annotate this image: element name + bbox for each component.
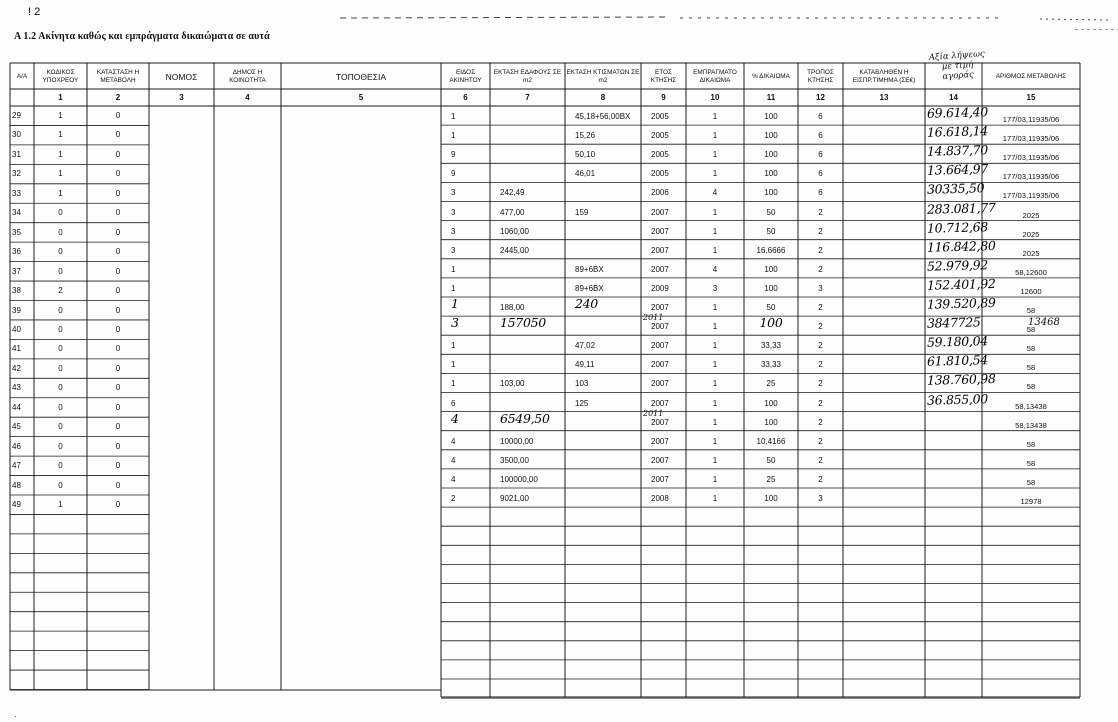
right-row-c10: 1: [712, 360, 718, 370]
right-row-c14: 36.855,00: [926, 390, 989, 408]
right-row-c6: 3: [451, 245, 456, 255]
right-header-7: ΚΑΤΑΒΛΗΘΕΝ Η ΕΙΣΠΡ.ΤΙΜΗΜΑ (ΣΕ€): [852, 69, 916, 84]
right-row-c8: 15,26: [575, 131, 596, 141]
right-row-c11: 100: [764, 417, 778, 427]
right-row-c15: 2025: [1022, 229, 1040, 239]
left-row-aa: 34: [12, 208, 21, 218]
page-mark: ! 2: [28, 6, 41, 18]
scan-dot: ·: [14, 712, 17, 721]
right-row-c10: 1: [712, 207, 718, 217]
left-header-2: ΚΑΤΑΣΤΑΣΗ Η ΜΕΤΑΒΟΛΗ: [96, 69, 140, 84]
right-row-c15: 58: [1026, 363, 1036, 373]
right-row-c7: 188,00: [500, 303, 525, 312]
right-row-c11: 10,4166: [756, 436, 786, 446]
right-row-c8: 45,18+56,00ΒΧ: [575, 112, 631, 121]
right-row-c6: 6: [451, 398, 456, 408]
right-row-c12: 2: [818, 360, 823, 370]
right-row-c7: 6549,50: [500, 410, 550, 426]
right-row-c14: 3847725: [926, 314, 981, 331]
right-row-c9: 2005: [651, 169, 669, 179]
right-row-c8: 89+6ΒΧ: [575, 283, 604, 293]
right-row-c6: 1: [451, 296, 459, 311]
left-row-aa: 40: [12, 324, 21, 334]
right-row-c9: 2007: [651, 226, 669, 236]
right-row-c11: 100: [764, 150, 778, 160]
right-row-c9: 2005: [651, 150, 669, 160]
right-row-c15: 58,13438: [1015, 420, 1047, 430]
right-row-c8: 240: [575, 296, 598, 311]
left-row-code: 1: [58, 130, 63, 140]
right-row-c12: 2: [818, 436, 823, 446]
col14-handwritten-header: Αξία λήψεως με τιμή αγοράς: [928, 49, 986, 83]
left-colnum-2: 2: [115, 93, 121, 102]
right-row-c9: 2007: [651, 417, 669, 427]
right-row-c15: 2025: [1022, 248, 1040, 258]
right-row-c12: 3: [818, 494, 823, 503]
left-row-status: 0: [115, 149, 121, 159]
right-row-c9: 2007: [651, 455, 669, 465]
right-row-c8: 103: [575, 379, 589, 389]
left-row-aa: 44: [12, 402, 21, 412]
right-row-c6: 3: [451, 226, 456, 236]
right-header-9: ΑΡΙΘΜΟΣ ΜΕΤΑΒΟΛΗΣ: [995, 73, 1067, 80]
right-row-c8: 50,10: [575, 150, 596, 160]
left-row-status: 0: [115, 130, 121, 140]
right-row-c9: 2005: [651, 112, 669, 121]
right-row-c15: 58,12600: [1015, 267, 1047, 277]
right-header-1: ΕΚΤΑΣΗ ΕΔΑΦΟΥΣ ΣΕ m2: [493, 69, 562, 84]
right-row-c14: 283.081,77: [926, 199, 996, 217]
right-row-c9: 2007: [651, 264, 669, 274]
right-row-c10: 1: [712, 226, 718, 236]
left-row-code: 0: [58, 324, 63, 334]
right-row-c12: 2: [818, 245, 823, 255]
right-row-c15: 177/03,11935/06: [1002, 115, 1060, 124]
left-row-aa: 38: [12, 286, 21, 296]
right-row-c11: 33,33: [760, 341, 782, 351]
right-row-c12: 2: [818, 207, 823, 217]
right-row-c10: 4: [712, 188, 718, 198]
right-row-c6: 4: [451, 455, 456, 465]
left-row-aa: 35: [12, 227, 21, 237]
right-row-c9: 2007: [651, 207, 669, 217]
right-row-c12: 2: [818, 226, 823, 236]
right-row-c6: 9: [451, 150, 456, 160]
right-row-c11: 50: [766, 303, 776, 312]
right-row-c8: 49,11: [575, 360, 595, 370]
right-row-c9: 2005: [651, 131, 669, 141]
left-row-status: 0: [115, 111, 121, 120]
right-header-3: ΕΤΟΣ ΚΤΗΣΗΣ: [650, 69, 677, 84]
right-row-c15: 58: [1026, 344, 1036, 354]
left-row-status: 0: [115, 227, 121, 237]
right-row-c10: 1: [712, 245, 718, 255]
left-colnum-1: 1: [58, 93, 63, 102]
right-row-c11: 100: [764, 188, 778, 198]
right-row-c7: 3500,00: [500, 455, 529, 465]
right-row-c11: 100: [764, 494, 778, 503]
right-row-c10: 1: [712, 150, 718, 160]
right-colnum-4: 10: [710, 93, 720, 102]
right-row-c12: 6: [818, 150, 823, 160]
right-row-c14: 138.760,98: [926, 371, 996, 389]
right-row-c6: 3: [451, 188, 456, 198]
right-row-c6: 1: [451, 264, 456, 274]
left-row-code: 1: [58, 111, 63, 120]
right-row-c12: 2: [818, 474, 823, 484]
left-row-code: 0: [58, 266, 63, 276]
left-row-code: 0: [58, 461, 63, 471]
right-row-c14: 139.520,89: [926, 294, 996, 312]
right-row-c9: 2007: [651, 322, 669, 332]
right-row-c11: 100: [759, 315, 783, 331]
right-row-c12: 2: [818, 303, 823, 312]
right-row-c15: 177/03,11935/06: [1002, 134, 1060, 144]
right-row-c14: 152.401,92: [926, 275, 996, 293]
right-row-c14: 16.618,14: [926, 123, 989, 140]
left-row-status: 0: [115, 422, 121, 432]
right-row-c12: 2: [818, 398, 823, 408]
right-row-c15: 12600: [1020, 286, 1042, 296]
left-row-aa: 48: [12, 480, 21, 490]
left-row-aa: 49: [12, 500, 21, 509]
left-row-code: 0: [58, 422, 63, 432]
left-row-status: 0: [115, 500, 121, 509]
right-colnum-6: 12: [816, 93, 825, 102]
left-row-status: 0: [115, 208, 121, 218]
right-row-c15: 58: [1026, 325, 1036, 335]
right-header-4: ΕΜΠΡΑΓΜΑΤΟ ΔΙΚΑΙΩΜΑ: [693, 69, 737, 84]
right-row-c7: 1060,00: [500, 226, 529, 236]
right-row-c14: 10.712,68: [926, 218, 989, 236]
right-header-0: ΕΙΔΟΣ ΑΚΙΝΗΤΟΥ: [449, 69, 482, 84]
left-row-status: 0: [115, 344, 121, 354]
left-row-aa: 39: [12, 305, 21, 315]
right-row-c15: 177/03,11935/06: [1002, 172, 1060, 182]
right-row-c7: 100000,00: [500, 474, 538, 484]
right-row-c7: 2445,00: [500, 245, 529, 255]
right-row-c15: 177/03,11935/06: [1002, 153, 1060, 163]
right-row-c11: 100: [764, 283, 778, 293]
left-row-aa: 37: [12, 266, 21, 276]
right-row-c9: 2009: [651, 283, 669, 293]
right-row-c10: 1: [712, 455, 718, 465]
right-row-c12: 2: [818, 264, 823, 274]
right-row-c7: 9021,00: [500, 494, 529, 503]
right-row-c11: 100: [764, 169, 778, 179]
right-row-c7: 242,49: [500, 188, 525, 198]
left-row-aa: 33: [12, 188, 21, 198]
right-row-c10: 1: [712, 303, 718, 312]
right-colnum-2: 8: [600, 93, 606, 102]
right-row-c14: 61.810,54: [926, 352, 989, 370]
right-row-c10: 3: [712, 283, 718, 293]
left-row-code: 0: [58, 480, 63, 490]
right-row-c12: 6: [818, 112, 823, 121]
right-row-c12: 6: [818, 169, 823, 179]
right-row-c10: 1: [712, 494, 718, 503]
left-colnum-4: 4: [245, 93, 250, 102]
right-row-c9: 2006: [651, 188, 669, 198]
right-row-c11: 50: [766, 455, 776, 465]
right-row-c12: 2: [818, 322, 823, 332]
right-row-c8: 159: [575, 207, 589, 217]
right-row-c6: 4: [451, 436, 456, 446]
left-row-aa: 43: [12, 383, 21, 393]
right-row-c6: 4: [451, 410, 459, 426]
right-colnum-8: 14: [949, 93, 958, 102]
right-colnum-1: 7: [525, 93, 530, 102]
right-row-c12: 2: [818, 455, 823, 465]
right-row-c10: 1: [712, 417, 718, 427]
right-row-c6: 1: [451, 379, 456, 389]
left-row-code: 0: [58, 208, 63, 218]
right-row-c6: 1: [451, 341, 456, 351]
right-colnum-9: 15: [1026, 93, 1036, 102]
right-row-c14: 13.664,97: [926, 161, 989, 179]
right-row-c9: 2007: [651, 303, 669, 312]
left-row-aa: 36: [12, 247, 21, 257]
right-row-c8: 125: [575, 398, 589, 408]
right-row-c11: 100: [764, 264, 778, 274]
right-row-c10: 1: [712, 322, 718, 332]
right-row-c14: 59.180,04: [926, 333, 989, 350]
left-row-aa: 32: [12, 169, 21, 179]
right-row-c6: 1: [451, 283, 456, 293]
right-row-c7: 157050: [500, 315, 546, 331]
right-row-c8: 89+6ΒΧ: [575, 264, 604, 274]
right-row-c11: 100: [764, 398, 778, 408]
left-row-aa: 45: [12, 422, 21, 432]
right-header-2: ΕΚΤΑΣΗ ΚΤΙΣΜΑΤΩΝ ΣΕ m2: [566, 69, 640, 84]
right-row-c12: 3: [818, 283, 823, 293]
right-row-c10: 1: [712, 379, 718, 389]
left-row-code: 0: [58, 305, 63, 315]
right-header-5: % ΔΙΚΑΙΩΜΑ: [752, 73, 790, 80]
right-row-c6: 3: [451, 207, 456, 217]
left-row-code: 0: [58, 402, 63, 412]
right-row-c6: 1: [451, 360, 456, 370]
left-row-code: 0: [58, 383, 63, 393]
left-row-status: 0: [115, 169, 121, 179]
left-row-aa: 30: [12, 130, 21, 140]
right-row-c9: 2007: [651, 379, 669, 389]
left-row-code: 1: [58, 149, 63, 159]
handwritten-year-2011: 2011: [643, 313, 664, 323]
right-row-c15: 12978: [1020, 497, 1042, 506]
right-row-c11: 100: [764, 112, 778, 121]
right-row-c10: 1: [712, 131, 718, 141]
right-row-c15: 58: [1026, 439, 1036, 449]
left-row-status: 0: [115, 363, 121, 373]
left-row-status: 0: [115, 286, 121, 296]
right-row-c14: 69.614,40: [926, 104, 989, 121]
right-row-c11: 25: [766, 379, 776, 389]
right-row-c12: 6: [818, 131, 823, 141]
left-row-code: 1: [58, 500, 63, 509]
left-row-status: 0: [115, 441, 121, 451]
right-row-c9: 2007: [651, 436, 669, 446]
left-row-status: 0: [115, 383, 121, 393]
right-row-c10: 1: [712, 341, 718, 351]
right-row-c9: 2007: [651, 341, 669, 351]
right-colnum-3: 9: [661, 93, 666, 102]
left-row-code: 0: [58, 363, 63, 373]
right-row-c11: 50: [766, 207, 776, 217]
left-row-aa: 47: [12, 461, 21, 471]
section-title: Α 1.2 Ακίνητα καθώς και εμπράγματα δικαιώματα σε αυτά: [14, 31, 270, 42]
right-row-c10: 1: [712, 169, 718, 179]
left-header-0: Α/Α: [16, 73, 28, 80]
left-row-aa: 29: [12, 111, 21, 120]
right-row-c6: 4: [451, 474, 456, 484]
right-row-c10: 4: [712, 264, 718, 274]
right-row-c7: 103,00: [500, 379, 525, 389]
right-row-c14: 52.979,92: [926, 256, 989, 274]
left-row-code: 0: [58, 441, 63, 451]
handwritten-year-2011: 2011: [643, 408, 664, 418]
right-row-c10: 1: [712, 474, 718, 484]
left-row-code: 1: [58, 188, 63, 198]
right-row-c6: 1: [451, 112, 456, 121]
left-colnum-3: 3: [179, 93, 184, 102]
right-row-c10: 1: [712, 112, 718, 121]
right-row-c15: 58: [1026, 382, 1036, 392]
left-row-code: 2: [58, 286, 63, 296]
right-colnum-0: 6: [463, 93, 468, 102]
right-row-c6: 3: [451, 315, 459, 331]
right-colnum-5: 11: [766, 93, 776, 102]
right-colnum-7: 13: [879, 93, 889, 102]
right-row-c11: 16,6666: [756, 245, 786, 255]
left-header-4: ΔΗΜΟΣ Η ΚΟΙΝΟΤΗΤΑ: [229, 69, 266, 84]
right-row-c6: 9: [451, 169, 456, 179]
left-row-aa: 46: [12, 441, 21, 451]
left-row-aa: 42: [12, 363, 21, 373]
right-row-c11: 50: [766, 226, 776, 236]
right-row-c14: 30335,50: [926, 180, 985, 198]
right-row-c9: 2008: [651, 494, 669, 503]
left-row-status: 0: [115, 305, 121, 315]
right-row-c11: 100: [764, 131, 778, 141]
left-header-3: ΝΟΜΟΣ: [165, 72, 198, 82]
left-row-code: 0: [58, 247, 63, 257]
left-row-status: 0: [115, 188, 121, 198]
right-row-c12: 2: [818, 379, 823, 389]
right-row-c11: 25: [766, 474, 776, 484]
right-row-c15: 177/03,11935/06: [1002, 191, 1060, 201]
left-row-code: 0: [58, 227, 63, 237]
right-row-c15: 58: [1026, 477, 1036, 487]
right-row-c9: 2007: [651, 398, 669, 408]
left-colnum-5: 5: [358, 93, 364, 102]
right-row-c14: 14.837,70: [926, 142, 989, 159]
right-row-c6: 2: [451, 494, 456, 503]
left-row-status: 0: [115, 247, 121, 257]
right-row-c8: 46,01: [575, 169, 596, 179]
right-row-c10: 1: [712, 436, 718, 446]
left-row-status: 0: [115, 461, 121, 471]
right-row-c10: 1: [712, 398, 718, 408]
right-row-c11: 33,33: [760, 360, 782, 370]
right-row-c12: 2: [818, 341, 823, 351]
left-row-status: 0: [115, 402, 121, 412]
right-row-c12: 2: [818, 417, 823, 427]
right-row-c6: 1: [451, 131, 456, 141]
right-row-c12: 6: [818, 188, 823, 198]
right-row-c8: 47,02: [575, 341, 596, 351]
right-row-c15: 58,13438: [1015, 401, 1047, 411]
right-row-c9: 2007: [651, 474, 669, 484]
left-row-status: 0: [115, 266, 121, 276]
right-row-c15: 2025: [1022, 210, 1040, 220]
right-header-6: ΤΡΟΠΟΣ ΚΤΗΣΗΣ: [807, 69, 834, 84]
right-row-c7: 477,00: [500, 207, 525, 217]
left-header-5: ΤΟΠΟΘΕΣΙΑ: [336, 72, 386, 82]
right-row-c15: 58: [1026, 458, 1036, 468]
right-row-c9: 2007: [651, 245, 669, 255]
left-header-1: ΚΩΔΙΚΟΣ ΥΠΟΧΡΕΟΥ: [42, 69, 79, 84]
right-row-c15: 58: [1026, 306, 1036, 315]
left-row-aa: 41: [12, 344, 21, 354]
right-row-c9: 2007: [651, 360, 669, 370]
right-row-c7: 10000,00: [500, 436, 534, 446]
left-row-code: 0: [58, 344, 63, 354]
handwritten-change-number: 13468: [1028, 317, 1060, 329]
left-row-status: 0: [115, 324, 121, 334]
left-row-code: 1: [58, 169, 63, 179]
left-row-aa: 31: [12, 149, 21, 159]
right-row-c14: 116.842,80: [926, 237, 996, 255]
left-row-status: 0: [115, 480, 121, 490]
